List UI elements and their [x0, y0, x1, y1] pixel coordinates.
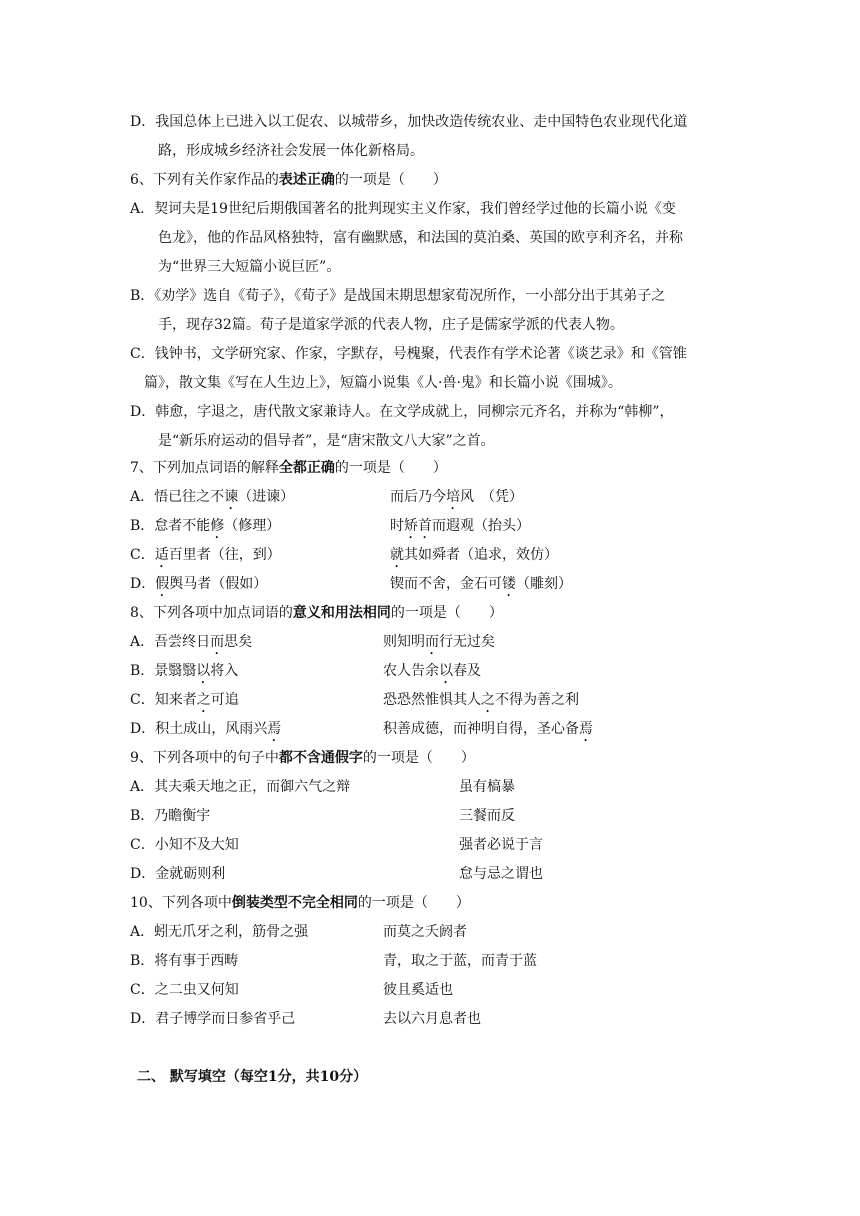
- q9-option-d-left: D．金就砺则利: [130, 866, 226, 882]
- q9-stem: [130, 748, 475, 768]
- q9-stem-emphasis: 都不含通假字: [278, 750, 363, 766]
- text: 而遐观（抬头）: [432, 518, 530, 534]
- q7-option-c-left: [130, 545, 281, 571]
- text: 恐恐然惟惧其人: [383, 692, 481, 708]
- dotted-word: 以: [196, 663, 211, 679]
- text: C．: [130, 547, 155, 563]
- text: 积善成德，而神明自得，圣心备: [383, 721, 579, 737]
- text: 行无过矣: [439, 634, 495, 650]
- q8-option-b-left: [130, 661, 238, 687]
- text: A．悟已往之不: [130, 489, 225, 505]
- dotted-word: 就: [390, 547, 404, 563]
- q9-option-a-left: A．其夫乘天地之正，而御六气之辩: [130, 779, 351, 795]
- text: （雕刻）: [516, 576, 572, 592]
- q7-option-a-right: [390, 487, 523, 513]
- text: 百里者（往，到）: [168, 547, 281, 563]
- q10-option-d-right: 去以六月息者也: [383, 1011, 481, 1027]
- text: C．知来者: [130, 692, 197, 708]
- q6-option-a-line1: A．契诃夫是19世纪后期俄国著名的批判现实主义作家，我们曾经学过他的长篇小说《变: [130, 201, 676, 217]
- text: （修理）: [224, 518, 281, 534]
- q10-option-b-right: 青，取之于蓝，而青于蓝: [383, 953, 537, 969]
- text: D．积土成山，风雨兴: [130, 721, 268, 737]
- q10-option-c-right: 彼且奚适也: [383, 982, 453, 998]
- text: 可追: [210, 692, 239, 708]
- q7-stem: [130, 458, 447, 478]
- q9-stem-post: 的一项是（ ）: [362, 750, 475, 766]
- dotted-word: 适: [154, 547, 169, 563]
- dotted-word: 以: [439, 663, 453, 679]
- dotted-word: 焉: [267, 721, 282, 737]
- q6-option-b-line1: B．《劝学》选自《荀子》，《荀子》是战国末期思想家荀况所作，一小部分出于其弟子之: [130, 288, 666, 304]
- text: （进谏）: [238, 489, 295, 505]
- q9-option-b-right: 三餐而反: [459, 808, 515, 824]
- q10-stem-post: 的一项是（ ）: [357, 895, 470, 911]
- q6-option-a-line3: 为“世界三大短篇小说巨匠”。: [158, 259, 341, 275]
- q5-option-d-line1: D．我国总体上已进入以工促农、以城带乡，加快改造传统农业、走中国特色农业现代化道: [130, 114, 688, 130]
- q8-option-d-left: [130, 719, 281, 745]
- text: 春及: [453, 663, 481, 679]
- dotted-word: 培: [446, 489, 460, 505]
- dotted-word: 而: [425, 634, 439, 650]
- q7-option-d-right: [390, 574, 572, 600]
- dotted-word: 镂: [502, 576, 516, 592]
- text: A．吾尝终日: [130, 634, 211, 650]
- q10-option-c-left: C．之二虫又何知: [130, 982, 239, 998]
- q9-option-d-right: 怠与忌之谓也: [459, 866, 543, 882]
- text: 则知明: [383, 634, 425, 650]
- q7-option-d-left: [130, 574, 267, 600]
- q10-stem: [130, 893, 470, 913]
- q8-stem-emphasis: 意义和用法相同: [292, 605, 391, 621]
- q10-option-b-left: B．将有事于西畴: [130, 953, 239, 969]
- q8-option-a-left: [130, 632, 252, 658]
- dotted-word: 之: [481, 692, 495, 708]
- text: B．景翳翳: [130, 663, 197, 679]
- q7-option-b-left: [130, 516, 280, 542]
- q10-stem-emphasis: 倒装类型不完全相同: [231, 895, 358, 911]
- q7-stem-emphasis: 全都正确: [278, 460, 335, 476]
- q6-stem-post: 的一项是（ ）: [334, 172, 447, 188]
- q5-option-d-line2: 路，形成城乡经济社会发展一体化新格局。: [158, 143, 424, 159]
- q9-stem-pre: 9、下列各项中的句子中: [130, 750, 279, 766]
- text: B．怠者不能: [130, 518, 211, 534]
- q6-option-a-line2: 色龙》，他的作品风格独特，富有幽默感，和法国的莫泊桑、英国的欧亨利齐名，并称: [158, 230, 683, 246]
- dotted-word: 修: [210, 518, 225, 534]
- q6-stem-emphasis: 表述正确: [278, 172, 335, 188]
- q10-stem-pre: 10、下列各项中: [130, 895, 232, 911]
- q6-stem: [130, 170, 447, 190]
- q9-option-a-right: 虽有槁暴: [459, 779, 515, 795]
- q8-option-b-right: [383, 661, 481, 687]
- q9-option-c-right: 强者必说于言: [459, 837, 543, 853]
- q8-option-c-left: [130, 690, 239, 716]
- q8-option-a-right: [383, 632, 495, 658]
- text: D．: [130, 576, 156, 592]
- text: 风 （凭）: [460, 489, 523, 505]
- q10-option-a-right: 而莫之夭阏者: [383, 924, 467, 940]
- q9-option-b-left: B．乃瞻衡宇: [130, 808, 211, 824]
- q6-option-d-line2: 是“新乐府运动的倡导者”，是“唐宋散文八大家”之首。: [158, 433, 495, 449]
- q10-option-a-left: A．蚓无爪牙之利，筋骨之强: [130, 924, 309, 940]
- text: 而后乃今: [390, 489, 446, 505]
- q10-option-d-left: D．君子博学而日参省乎己: [130, 1011, 296, 1027]
- text: 舆马者（假如）: [169, 576, 268, 592]
- q7-option-a-left: [130, 487, 294, 513]
- q6-option-d-line1: D．韩愈，字退之，唐代散文家兼诗人。在文学成就上，同柳宗元齐名，并称为“韩柳”，: [130, 404, 674, 420]
- text: 思矣: [224, 634, 253, 650]
- q7-stem-post: 的一项是（ ）: [334, 460, 447, 476]
- q8-option-d-right: [383, 719, 593, 745]
- text: 其如舜者（追求，效仿）: [404, 547, 558, 563]
- q7-option-c-right: [390, 545, 558, 571]
- text: 将入: [210, 663, 239, 679]
- text: 时: [390, 518, 404, 534]
- dotted-word: 而: [210, 634, 225, 650]
- q6-option-c-line1: C．钱钟书，文学研究家、作家，字默存，号槐聚，代表作有学术论著《谈艺录》和《管锥: [130, 346, 687, 362]
- dotted-word: 假: [155, 576, 170, 592]
- text: 农人告余: [383, 663, 439, 679]
- text: 不得为善之利: [495, 692, 579, 708]
- dotted-word: 焉: [579, 721, 593, 737]
- q8-stem-pre: 8、下列各项中加点词语的: [130, 605, 293, 621]
- dotted-word: 谏: [224, 489, 239, 505]
- section-2-heading: 二、 默写填空（每空1分，共10分）: [137, 1069, 368, 1085]
- q7-option-b-right: [390, 516, 530, 542]
- text: 锲而不舍，金石可: [390, 576, 502, 592]
- dotted-word: 之: [196, 692, 211, 708]
- q8-stem: [130, 603, 503, 623]
- q7-stem-pre: 7、下列加点词语的解释: [130, 460, 279, 476]
- q6-option-b-line2: 手，现存32篇。荀子是道家学派的代表人物，庄子是儒家学派的代表人物。: [158, 317, 624, 333]
- q9-option-c-left: C．小知不及大知: [130, 837, 239, 853]
- q8-option-c-right: [383, 690, 579, 716]
- q6-option-c-line2: 篇》，散文集《写在人生边上》，短篇小说集《人·兽·鬼》和长篇小说《围城》。: [144, 375, 622, 391]
- q8-stem-post: 的一项是（ ）: [390, 605, 503, 621]
- dotted-word: 矫首: [404, 518, 432, 534]
- q6-stem-pre: 6、下列有关作家作品的: [130, 172, 279, 188]
